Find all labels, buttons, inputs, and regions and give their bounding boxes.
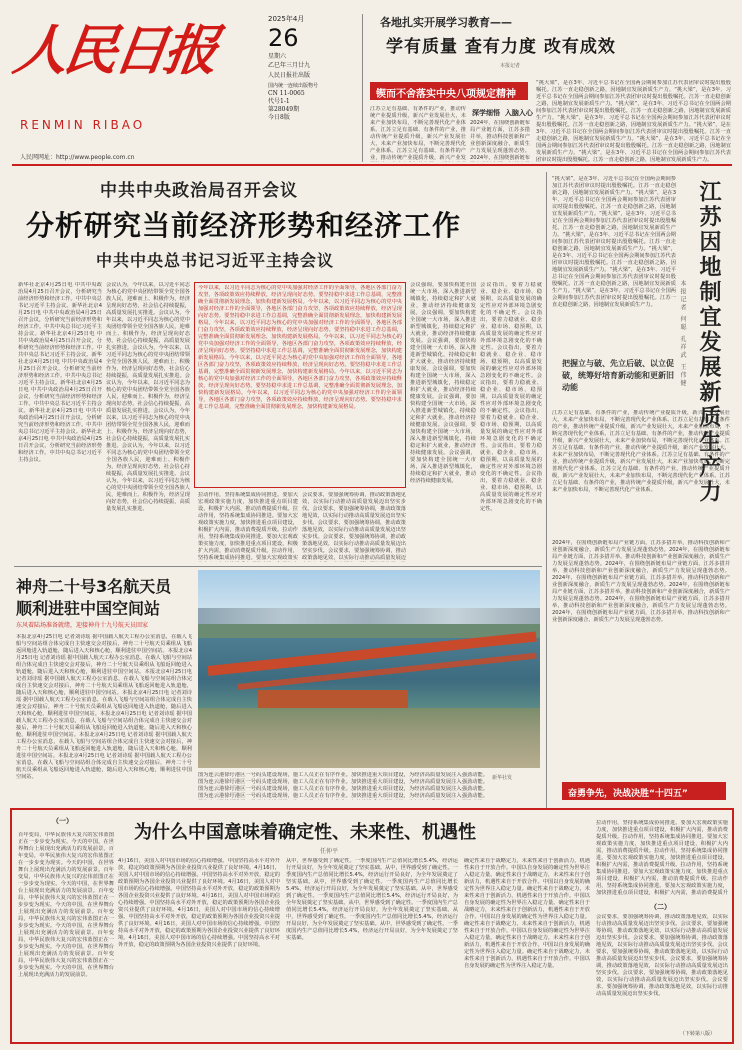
lead-col-4: 会议强调，要加快构建全国统一大市场，深入推进新型城镇化，持续稳定和扩大就业，推动经济持续健康发展。会议强调，要加快构建全国统一大市场，深入推进新型城镇化，持续稳定和扩大就业，推动经济持续健康发展。会议强调，要加快构建全国统一大市场，深入推进新型城镇化，持续稳定和扩大就业，推动经济持续健康发展。会议强调，要加快构建全国统一大市场，深入推进新型城镇化，持续稳定和扩大就业，推动经济持续健康发展。会议强调，要加快构建全国统一大市场，深入推进新型城镇化，持续稳定和扩大就业，推动经济持续健康发展。会议强调，要加快构建全国统一大市场，深入推进新型城镇化，持续稳定和扩大就业，推动经济持续健康发展。会议强调，要加快构建全国统一大市场，深入推进新型城镇化，持续稳定和扩大就业，推动经济持续健康发展。 <box>410 282 476 484</box>
top-story-banner: 锲而不舍落实中央八项规定精神 <box>376 89 516 100</box>
top-story-subhead: 深学细悟 入脑入心 <box>472 109 533 117</box>
date-year-month: 2025年4月 <box>268 15 305 23</box>
commentary-col-4: 确定性来自于战略定力，未来性来自于创新活力，机遇性来自于开放合作。中国以自身发展的确定性为世界注入稳定力量。确定性来自于战略定力，未来性来自于创新活力，机遇性来自于开放合作。中国以自身发展的确定性为世界注入稳定力量。确定性来自于战略定力，未来性来自于创新活力，机遇性来自于开放合作。中国以自身发展的确定性为世界注入稳定力量。确定性来自于战略定力，未来性来自于创新活力，机遇性来自于开放合作。中国以自身发展的确定性为世界注入稳定力量。确定性来自于战略定力，未来性来自于创新活力，机遇性来自于开放合作。中国以自身发展的确定性为世界注入稳定力量。确定性来自于战略定力，未来性来自于创新活力，机遇性来自于开放合作。中国以自身发展的确定性为世界注入稳定力量。确定性来自于战略定力，未来性来自于创新活力，机遇性来自于开放合作。中国以自身发展的确定性为世界注入稳定力量。 <box>464 858 590 969</box>
masthead-divider <box>362 14 363 162</box>
mid-col-2: 会议要求，要加强统筹协调，推动政策落地见效，以实际行动推动高质量发展迈出坚实步伐。会议要求，要加强统筹协调，推动政策落地见效，以实际行动推动高质量发展迈出坚实步伐。会议要求，要加强统筹协调，推动政策落地见效，以实际行动推动高质量发展迈出坚实步伐。会议要求，要加强统筹协调，推动政策落地见效，以实际行动推动高质量发展迈出坚实步伐。会议要求，要加强统筹协调，推动政策落地见效，以实际行动推动高质量发展迈 <box>302 492 406 561</box>
photo-near-shore <box>198 708 540 768</box>
masthead-logo: 人民日报 <box>9 18 219 82</box>
date-day: 26 <box>268 24 299 52</box>
issue-number: 第28049期 <box>268 106 300 113</box>
lead-red-box-text: 今年以来，以习近平同志为核心的党中央加强对经济工作的全面领导，各地区各部门奋力攻坚，各项政策效应持续释放，经济呈现向好态势。要坚持稳中求进工作总基调，完整准确全面贯彻新发展理念，加快构建新发展格局。今年以来，以习近平同志为核心的党中央加强对经济工作的全面领导，各地区各部门奋力攻坚，各项政策效应持续释放，经济呈现向好态势。要坚持稳中求进工作总基调，完整准确全面贯彻新发展理念，加快构建新发展格局。今年以来，以习近平同志为核心的党中央加强对经济工作的全面领导，各地区各部门奋力攻坚，各项政策效应持续释放，经济呈现向好态势。要坚持稳中求进工作总基调，完整准确全面贯彻新发展理念，加快构建新发展格局。今年以来，以习近平同志为核心的党中央加强对经济工作的全面领导，各地区各部门奋力攻坚，各项政策效应持续释放，经济呈现向好态势。要坚持稳中求进工作总基调，完整准确全面贯彻新发展理念，加快构建新发展格局。今年以来，以习近平同志为核心的党中央加强对经济工作的全面领导，各地区各部门奋力攻坚，各项政策效应持续释放，经济呈现向好态势。要坚持稳中求进工作总基调，完整准确全面贯彻新发展理念，加快构建新发展格局。今年以来，以习近平同志为核心的党中央加强对经济工作的全面领导，各地区各部门奋力攻坚，各项政策效应持续释放，经济呈现向好态势。要坚持稳中求进工作总基调，完整准确全面贯彻新发展理念，加快构建新发展格局。今年以来，以习近平同志为核心的党中央加强对经济工作的全面领导，各地区各部门奋力攻坚，各项政策效应持续释放，经济呈现向好态势。要坚持稳中求进工作总基调，完整准确全面贯彻新发展理念，加快构建新发展格局。 <box>198 285 402 410</box>
side-col-3: 2024年，在围绕创新链布局产业链方面，江苏多措并举，推动科技创新和产业创新深度融合，新质生产力发展呈现蓬勃态势。2024年，在围绕创新链布局产业链方面，江苏多措并举，推动科技创新和产业创新深度融合，新质生产力发展呈现蓬勃态势。2024年，在围绕创新链布局产业链方面，江苏多措并举，推动科技创新和产业创新深度融合，新质生产力发展呈现蓬勃态势。2024年，在围绕创新链布局产业链方面，江苏多措并举，推动科技创新和产业创新深度融合，新质生产力发展呈现蓬勃态势。2024年，在围绕创新链布局产业链方面，江苏多措并举，推动科技创新和产业创新深度融合，新质生产力发展呈现蓬勃态势。2024年，在围绕创新链布局产业链方面，江苏多措并举，推动科技创新和产业创新深度融合，新质生产力发展呈现蓬勃态势。2024年，在围绕创新链布局产业链方面，江苏多措并举，推动科技创新和产业创新深度融合，新质生产力发展呈现蓬勃态势。 <box>552 540 730 623</box>
publisher: 人民日报社出版 <box>268 72 311 79</box>
commentary-headline: 为什么中国意味着确定性、未来性、机遇性 <box>134 822 476 843</box>
commentary-section-2: （二） <box>650 903 671 911</box>
space-subhead: 东风着陆场准备就绪，迎接神舟十九号航天员回家 <box>16 622 149 629</box>
commentary-col-1: 百年变局，中华民族伟大复兴的宏伟蓝图正在一步步变为现实。今天的中国，在世界舞台上展现出充满活力的发展前景。百年变局，中华民族伟大复兴的宏伟蓝图正在一步步变为现实。今天的中国，在世界舞台上展现出充满活力的发展前景。百年变局，中华民族伟大复兴的宏伟蓝图正在一步步变为现实。今天的中国，在世界舞台上展现出充满活力的发展前景。百年变局，中华民族伟大复兴的宏伟蓝图正在一步步变为现实。今天的中国，在世界舞台上展现出充满活力的发展前景。百年变局，中华民族伟大复兴的宏伟蓝图正在一步步变为现实。今天的中国，在世界舞台上展现出充满活力的发展前景。百年变局，中华民族伟大复兴的宏伟蓝图正在一步步变为现实。今天的中国，在世界舞台上展现出充满活力的发展前景。百年变局，中华民族伟大复兴的宏伟蓝图正在一步步变为现实。今天的中国，在世界舞台上展现出充满活力的发展前景。 <box>18 832 114 978</box>
commentary-col-6: 会议要求，要加强统筹协调，推动政策落地见效，以实际行动推动高质量发展迈出坚实步伐。会议要求，要加强统筹协调，推动政策落地见效，以实际行动推动高质量发展迈出坚实步伐。会议要求，要加强统筹协调，推动政策落地见效，以实际行动推动高质量发展迈出坚实步伐。会议要求，要加强统筹协调，推动政策落地见效，以实际行动推动高质量发展迈出坚实步伐。会议要求，要加强统筹协调，推动政策落地见效，以实际行动推动高质量发展迈出坚实步伐。会议要求，要加强统筹协调，推动政策落地见效，以实际行动推动高质量发展迈出坚实步伐。会议要求，要加强统筹协调，推动政策落地见效，以实际行动推动高质量发展迈出坚实步伐。 <box>596 914 728 997</box>
side-col-1: “挑大梁”，是在3年、习近平总书记在全国两会期间参加江苏代表团审议时提出殷殷嘱托。江苏一直走稳创新之路，因地制宜发展新质生产力。“挑大梁”，是在3年、习近平总书记在全国两会期间参加江苏代表团审议时提出殷殷嘱托。江苏一直走稳创新之路，因地制宜发展新质生产力。“挑大梁”，是在3年、习近平总书记在全国两会期间参加江苏代表团审议时提出殷殷嘱托。江苏一直走稳创新之路，因地制宜发展新质生产力。“挑大梁”，是在3年、习近平总书记在全国两会期间参加江苏代表团审议时提出殷殷嘱托。江苏一直走稳创新之路，因地制宜发展新质生产力。“挑大梁”，是在3年、习近平总书记在全国两会期间参加江苏代表团审议时提出殷殷嘱托。江苏一直走稳创新之路，因地制宜发展新质生产力。“挑大梁”，是在3年、习近平总书记在全国两会期间参加江苏代表团审议时提出殷殷嘱托。江苏一直走稳创新之路，因地制宜发展新质生产力。“挑大梁”，是在3年、习近平总书记在全国两会期间参加江苏代表团审议时提出殷殷嘱托。江苏一直走稳创新之路，因地制宜发展新质生产力。 <box>552 176 676 308</box>
cn-label: 国内统一连续出版物号 <box>268 83 319 89</box>
photo-skyline <box>198 608 540 624</box>
lead-headline: 分析研究当前经济形势和经济工作 <box>26 209 462 242</box>
top-story-text-mid: 2024年，在围绕创新链布局产业链方面，江苏多措并举，推动科技创新和产业创新深度融合，新质生产力发展呈现蓬勃态势。2024年，在围绕创新链布 <box>470 120 530 161</box>
commentary-col-2: 4月16日，美国人对中国市场的信心持续增强。中国坚持高水平对外开放，稳定的政策预期为各国企业投资兴业提供了良好环境。4月16日，美国人对中国市场的信心持续增强。中国坚持高水平对外开放，稳定的政策预期为各国企业投资兴业提供了良好环境。4月16日，美国人对中国市场的信心持续增强。中国坚持高水平对外开放，稳定的政策预期为各国企业投资兴业提供了良好环境。4月16日，美国人对中国市场的信心持续增强。中国坚持高水平对外开放，稳定的政策预期为各国企业投资兴业提供了良好环境。4月16日，美国人对中国市场的信心持续增强。中国坚持高水平对外开放，稳定的政策预期为各国企业投资兴业提供了良好环境。4月16日，美国人对中国市场的信心持续增强。中国坚持高水平对外开放，稳定的政策预期为各国企业投资兴业提供了良好环境。4月16日，美国人对中国市场的信心持续增强。中国坚持高水平对外开放，稳定的政策预期为各国企业投资兴业提供了良好环境。 <box>118 858 280 948</box>
space-headline-1: 神舟二十号3名航天员 <box>16 577 172 596</box>
top-story-headline: 学有质量 查有力度 改有成效 <box>386 37 616 57</box>
top-story-text-right: “挑大梁”，是在3年、习近平总书记在全国两会期间参加江苏代表团审议时提出殷殷嘱托。江苏一直走稳创新之路，因地制宜发展新质生产力。“挑大梁”，是在3年、习近平总书记在全国两会期间参加江苏代表团审议时提出殷殷嘱托。江苏一直走稳创新之路，因地制宜发展新质生产力。“挑大梁”，是在3年、习近平总书记在全国两会期间参加江苏代表团审议时提出殷殷嘱托。江苏一直走稳创新之路，因地制宜发展新质生产力。“挑大梁”，是在3年、习近平总书记在全国两会期间参加江苏代表团审议时提出殷殷嘱托。江苏一直走稳创新之路，因地制宜发展新质生产力。“挑大梁”，是在3年、习近平总书记在全国两会期间参加江苏代表团审议时提出殷殷嘱托。江苏一直走稳创新之路，因地制宜发展新质生产力。“挑大梁”，是在3年、习近平总书记在全国两会期间参加江苏代表团审议时提出殷殷嘱托。江苏一直走稳创新之路，因地制宜发展新质生产力。“挑大梁”，是在3年、习近平总书记在全国两会期间参加江苏代表团审议时提出殷殷嘱托。江苏一直走稳创新之路，因地制宜发展新质生产力。 <box>536 80 731 162</box>
photo-caption: 图为连云港徐圩港区一号码头建设现场，施工人员正在有序作业。加快推进重大项目建设，为经济高质量发展注入强劲动能。图为连云港徐圩港区一号码头建设现场，施工人员正在有序作业。加快推进重大项目建设，为经济高质量发展注入强劲动能。图为连云港徐圩港区一号码头建设现场，施工人员正在有序作业。加快推进重大项目建设，为经济高质量发展注入强劲动能。图为连云港徐圩港区一号码头建设现场，施工人员正在有序作业。加快推进重大项目建设，为经济高质量发展注入强劲动能。 <box>198 772 488 799</box>
date-lunar: 乙巳年三月廿九 <box>268 62 311 69</box>
lead-col-5: 会议指出，要着力稳就业、稳企业、稳市场、稳预期，以高质量发展的确定性应对外部环境急剧变化的不确定性。会议指出，要着力稳就业、稳企业、稳市场、稳预期，以高质量发展的确定性应对外部环境急剧变化的不确定性。会议指出，要着力稳就业、稳企业、稳市场、稳预期，以高质量发展的确定性应对外部环境急剧变化的不确定性。会议指出，要着力稳就业、稳企业、稳市场、稳预期，以高质量发展的确定性应对外部环境急剧变化的不确定性。会议指出，要着力稳就业、稳企业、稳市场、稳预期，以高质量发展的确定性应对外部环境急剧变化的不确定性。会议指出，要着力稳就业、稳企业、稳市场、稳预期，以高质量发展的确定性应对外部环境急剧变化的不确定性。会议指出，要着力稳就业、稳企业、稳市场、稳预期，以高质量发展的确定性应对外部环境急剧变化的不确定性。 <box>480 282 542 512</box>
commentary-section: （一） <box>52 817 73 825</box>
masthead-bottom-rule <box>12 164 732 166</box>
side-col-2: 江苏立足有基础、有条件的产业，推动传统产业提质升级，新兴产业发展壮大，未来产业加快布局，不断完善现代化产业体系。江苏立足有基础、有条件的产业，推动传统产业提质升级，新兴产业发展壮大，未来产业加快布局，不断完善现代化产业体系。江苏立足有基础、有条件的产业，推动传统产业提质升级，新兴产业发展壮大，未来产业加快布局，不断完善现代化产业体系。江苏立足有基础、有条件的产业，推动传统产业提质升级，新兴产业发展壮大，未来产业加快布局，不断完善现代化产业体系。江苏立足有基础、有条件的产业，推动传统产业提质升级，新兴产业发展壮大，未来产业加快布局，不断完善现代化产业体系。江苏立足有基础、有条件的产业，推动传统产业提质升级，新兴产业发展壮大，未来产业加快布局，不断完善现代化产业体系。江苏立足有基础、有条件的产业，推动传统产业提质升级，新兴产业发展壮大，未来产业加快布局，不断完善现代化产业体系。 <box>552 410 730 493</box>
space-body: 本报北京4月25日电 记者刘诗瑶 据中国载人航天工程办公室消息，在载人飞船与空间站组合体完成自主快速交会对接后，神舟二十号航天员乘组从飞船返回舱进入轨道舱，随后进入天和核心舱，顺利进驻中国空间站。本报北京4月25日电 记者刘诗瑶 据中国载人航天工程办公室消息，在载人飞船与空间站组合体完成自主快速交会对接后，神舟二十号航天员乘组从飞船返回舱进入轨道舱，随后进入天和核心舱，顺利进驻中国空间站。本报北京4月25日电 记者刘诗瑶 据中国载人航天工程办公室消息，在载人飞船与空间站组合体完成自主快速交会对接后，神舟二十号航天员乘组从飞船返回舱进入轨道舱，随后进入天和核心舱，顺利进驻中国空间站。本报北京4月25日电 记者刘诗瑶 据中国载人航天工程办公室消息，在载人飞船与空间站组合体完成自主快速交会对接后，神舟二十号航天员乘组从飞船返回舱进入轨道舱，随后进入天和核心舱，顺利进驻中国空间站。本报北京4月25日电 记者刘诗瑶 据中国载人航天工程办公室消息，在载人飞船与空间站组合体完成自主快速交会对接后，神舟二十号航天员乘组从飞船返回舱进入轨道舱，随后进入天和核心舱，顺利进驻中国空间站。本报北京4月25日电 记者刘诗瑶 据中国载人航天工程办公室消息，在载人飞船与空间站组合体完成自主快速交会对接后，神舟二十号航天员乘组从飞船返回舱进入轨道舱，随后进入天和核心舱，顺利进驻中国空间站。本报北京4月25日电 记者刘诗瑶 据中国载人航天工程办公室消息，在载人飞船与空间站组合体完成自主快速交会对接后，神舟二十号航天员乘组从飞船返回舱进入轨道舱，随后进入天和核心舱，顺利进驻中国空间站。 <box>16 634 192 780</box>
space-headline-2: 顺利进驻中国空间站 <box>16 599 161 618</box>
top-story-kicker: 各地扎实开展学习教育—— <box>380 16 512 29</box>
cn-number: CN 11-0065 <box>268 90 305 97</box>
mid-col-1: 拉动作用，坚持系统集成协同推进。要加大宏观政策实施力度，加快推进重点项目建设，积极扩大内需，推动消费提质升级。拉动作用，坚持系统集成协同推进。要加大宏观政策实施力度，加快推进重点项目建设，积极扩大内需，推动消费提质升级。拉动作用，坚持系统集成协同推进。要加大宏观政策实施力度，加快推进重点项目建设，积极扩大内需，推动消费提质升级。拉动作用，坚持系统集成协同推进。要加大宏观政策实 <box>198 492 298 561</box>
space-top-rule <box>14 566 542 567</box>
commentary-continued: （下转第八版） <box>680 1031 716 1037</box>
side-byline: 本报记者 何聪 孔祥武 王伟健 <box>679 280 686 388</box>
masthead-pinyin: RENMIN RIBAO <box>20 118 146 132</box>
side-subhead: 把握立与破、先立后破、以立促破，统筹好培育新动能和更新旧动能 <box>562 359 674 392</box>
date-weekday: 星期六 <box>268 53 287 60</box>
issue-code: 代号1-1 <box>268 98 290 105</box>
side-headline: 江苏因地制宜发展新质生产力 <box>696 180 721 505</box>
lead-subhead: 中共中央总书记习近平主持会议 <box>96 251 335 270</box>
lead-col-1: 新华社北京4月25日电 中共中央政治局4月25日召开会议，分析研究当前经济形势和经济工作。中共中央总书记习近平主持会议。新华社北京4月25日电 中共中央政治局4月25日召开会议，分析研究当前经济形势和经济工作。中共中央总书记习近平主持会议。新华社北京4月25日电 中共中央政治局4月25日召开会议，分析研究当前经济形势和经济工作。中共中央总书记习近平主持会议。新华社北京4月25日电 中共中央政治局4月25日召开会议，分析研究当前经济形势和经济工作。中共中央总书记习近平主持会议。新华社北京4月25日电 中共中央政治局4月25日召开会议，分析研究当前经济形势和经济工作。中共中央总书记习近平主持会议。新华社北京4月25日电 中共中央政治局4月25日召开会议，分析研究当前经济形势和经济工作。中共中央总书记习近平主持会议。新华社北京4月25日电 中共中央政治局4月25日召开会议，分析研究当前经济形势和经济工作。中共中央总书记习近平主持会议。 <box>18 282 102 463</box>
lead-col-2: 会议认为，今年以来，以习近平同志为核心的党中央团结带领全党全国各族人民，迎难而上、积极作为，经济呈现向好态势，社会信心持续提振，高质量发展扎实推进。会议认为，今年以来，以习近平同志为核心的党中央团结带领全党全国各族人民，迎难而上、积极作为，经济呈现向好态势，社会信心持续提振，高质量发展扎实推进。会议认为，今年以来，以习近平同志为核心的党中央团结带领全党全国各族人民，迎难而上、积极作为，经济呈现向好态势，社会信心持续提振，高质量发展扎实推进。会议认为，今年以来，以习近平同志为核心的党中央团结带领全党全国各族人民，迎难而上、积极作为，经济呈现向好态势，社会信心持续提振，高质量发展扎实推进。会议认为，今年以来，以习近平同志为核心的党中央团结带领全党全国各族人民，迎难而上、积极作为，经济呈现向好态势，社会信心持续提振，高质量发展扎实推进。会议认为，今年以来，以习近平同志为核心的党中央团结带领全党全国各族人民，迎难而上、积极作为，经济呈现向好态势，社会信心持续提振，高质量发展扎实推进。会议认为，今年以来，以习近平同志为核心的党中央团结带领全党全国各族人民，迎难而上、积极作为，经济呈现向好态势，社会信心持续提振，高质量发展扎实推进。 <box>106 282 190 512</box>
commentary-col-5: 拉动作用，坚持系统集成协同推进。要加大宏观政策实施力度，加快推进重点项目建设，积极扩大内需，推动消费提质升级。拉动作用，坚持系统集成协同推进。要加大宏观政策实施力度，加快推进重点项目建设，积极扩大内需，推动消费提质升级。拉动作用，坚持系统集成协同推进。要加大宏观政策实施力度，加快推进重点项目建设，积极扩大内需，推动消费提质升级。拉动作用，坚持系统集成协同推进。要加大宏观政策实施力度，加快推进重点项目建设，积极扩大内需，推动消费提质升级。拉动作用，坚持系统集成协同推进。要加大宏观政策实施力度，加快推进重点项目建设，积极扩大内需，推动消费提质升 <box>596 820 728 896</box>
side-slogan: 奋勇争先，决战决胜“十四五” <box>568 789 688 799</box>
date-panel <box>268 14 360 164</box>
commentary-col-3: 从中，世界感受到了确定性。一季度国内生产总值同比增长5.4%，经济运行开局良好，为全年发展奠定了坚实基础。从中，世界感受到了确定性。一季度国内生产总值同比增长5.4%，经济运行开局良好，为全年发展奠定了坚实基础。从中，世界感受到了确定性。一季度国内生产总值同比增长5.4%，经济运行开局良好，为全年发展奠定了坚实基础。从中，世界感受到了确定性。一季度国内生产总值同比增长5.4%，经济运行开局良好，为全年发展奠定了坚实基础。从中，世界感受到了确定性。一季度国内生产总值同比增长5.4%，经济运行开局良好，为全年发展奠定了坚实基础。从中，世界感受到了确定性。一季度国内生产总值同比增长5.4%，经济运行开局良好，为全年发展奠定了坚实基础。从中，世界感受到了确定性。一季度国内生产总值同比增长5.4%，经济运行开局良好，为全年发展奠定了坚实基础。 <box>286 858 458 941</box>
page-count: 今日8版 <box>268 114 290 121</box>
top-story-byline: 本报记者 <box>500 63 521 69</box>
lead-divider-right <box>546 172 547 808</box>
lead-kicker: 中共中央政治局召开会议 <box>100 181 298 201</box>
masthead-website[interactable]: 人民网网址：http://www.people.com.cn <box>20 154 135 161</box>
bridge-photo <box>198 570 540 768</box>
top-story-text-left: 江苏立足有基础、有条件的产业，推动传统产业提质升级，新兴产业发展壮大，未来产业加快布局，不断完善现代化产业体系。江苏立足有基础、有条件的产业，推动传统产业提质升级，新兴产业发展壮大，未来产业加快布局，不断完善现代化产业体系。江苏立足有基础、有条件的产业，推动传统产业提质升级，新兴产业发 <box>370 106 466 161</box>
commentary-author: 任仲平 <box>320 848 339 855</box>
photo-credit: 新华社发 <box>492 775 513 781</box>
